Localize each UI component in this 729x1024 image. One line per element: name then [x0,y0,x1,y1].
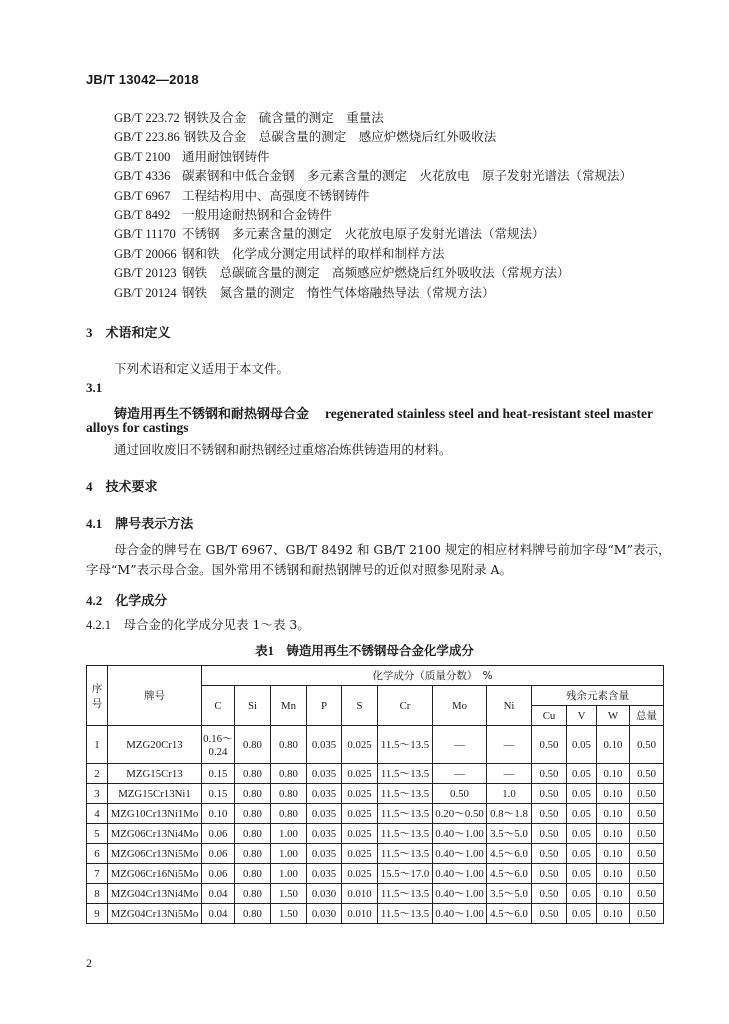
header-residual: Cu [532,706,567,726]
cell-s: 0.025 [342,726,378,764]
cell-total: 0.50 [630,864,664,884]
cell-v: 0.05 [567,844,597,864]
cell-ni: 4.5～6.0 [487,844,532,864]
cell-grade: MZG06Cr13Ni4Mo [108,824,202,844]
section-number: 4.1 [86,516,103,531]
cell-mn: 0.80 [271,804,307,824]
cell-seq: 6 [87,844,108,864]
reference-item [114,147,632,166]
section-number: 4.2 [86,593,103,608]
cell-si: 0.80 [235,864,271,884]
header-residual-total: 总量 [630,706,664,726]
header-residual: W [597,706,630,726]
cell-s: 0.010 [342,884,378,904]
term-english-continued: alloys for castings [86,420,189,435]
paragraph-text: 母合金的化学成分见表 1～表 3。 [123,617,310,632]
cell-cr: 11.5～13.5 [378,804,433,824]
header-element: P [307,686,342,726]
cell-cr: 11.5～13.5 [378,884,433,904]
cell-total: 0.50 [630,804,664,824]
reference-item [114,166,632,185]
cell-seq: 9 [87,904,108,924]
reference-item [114,127,632,146]
cell-s: 0.025 [342,824,378,844]
section-title: 技术要求 [105,480,158,495]
term-definition: 通过回收废旧不锈钢和耐热钢经过重熔冶炼供铸造用的材料。 [114,442,452,457]
table-row [87,726,664,764]
cell-c: 0.10 [202,804,235,824]
cell-total: 0.50 [630,844,664,864]
header-seq: 序 号 [87,666,108,726]
section-number: 4.2.1 [86,618,111,632]
reference-item [114,205,632,224]
reference-item [114,186,632,205]
cell-total: 0.50 [630,884,664,904]
term-number: 3.1 [86,380,103,395]
cell-total: 0.50 [630,784,664,804]
cell-cu: 0.50 [532,726,567,764]
header-element: Cr [378,686,433,726]
document-header: JB/T 13042—2018 [86,72,199,87]
header-element: Si [235,686,271,726]
cell-grade: MZG04Cr13Ni5Mo [108,904,202,924]
cell-mo: 0.40～1.00 [433,824,487,844]
cell-ni: 4.5～6.0 [487,904,532,924]
section-4-2-heading [86,590,167,609]
cell-p: 0.035 [307,864,342,884]
cell-si: 0.80 [235,784,271,804]
cell-mn: 1.50 [271,884,307,904]
cell-mn: 0.80 [271,784,307,804]
cell-mn: 1.00 [271,864,307,884]
cell-mo: 0.20～0.50 [433,804,487,824]
cell-p: 0.035 [307,726,342,764]
cell-p: 0.035 [307,824,342,844]
cell-ni: 3.5～5.0 [487,824,532,844]
cell-w: 0.10 [597,784,630,804]
cell-si: 0.80 [235,844,271,864]
reference-title: 钢和铁 化学成分测定用试样的取样和制样方法 [181,245,445,261]
cell-c: 0.16～ 0.24 [202,726,235,764]
term-entry [114,400,653,423]
cell-c: 0.06 [202,864,235,884]
cell-s: 0.025 [342,784,378,804]
cell-cu: 0.50 [532,904,567,924]
cell-s: 0.010 [342,904,378,924]
table-row [87,904,664,924]
cell-grade: MZG15Cr13 [108,764,202,784]
reference-code: GB/T 223.72 [114,111,180,125]
cell-cu: 0.50 [532,844,567,864]
reference-code: GB/T 223.86 [114,130,180,145]
cell-seq: 7 [87,864,108,884]
reference-item [114,263,632,282]
reference-code: GB/T 8492 [114,207,171,222]
cell-v: 0.05 [567,904,597,924]
cell-mo: 0.40～1.00 [433,904,487,924]
cell-total: 0.50 [630,824,664,844]
cell-cu: 0.50 [532,764,567,784]
cell-p: 0.035 [307,804,342,824]
cell-c: 0.04 [202,884,235,904]
cell-w: 0.10 [597,904,630,924]
reference-title: 通用耐蚀钢铸件 [181,148,270,164]
cell-c: 0.06 [202,844,235,864]
cell-s: 0.025 [342,844,378,864]
cell-s: 0.025 [342,864,378,884]
header-element: S [342,686,378,726]
header-element: Mo [433,686,487,726]
reference-code: GB/T 20123 [114,266,177,281]
cell-ni: — [487,764,532,784]
reference-title: 钢铁及合金 总碳含量的测定 感应炉燃烧后红外吸收法 [183,129,497,145]
cell-v: 0.05 [567,884,597,904]
cell-cu: 0.50 [532,804,567,824]
table-row [87,864,664,884]
cell-seq: 2 [87,764,108,784]
reference-code: GB/T 20124 [114,285,177,300]
reference-title: 钢铁 氮含量的测定 惰性气体熔融热导法（常规方法） [181,284,495,300]
table-row [87,784,664,804]
table-title: 铸造用再生不锈钢母合金化学成分 [286,643,474,658]
cell-v: 0.05 [567,726,597,764]
table-row [87,824,664,844]
cell-mo: 0.40～1.00 [433,844,487,864]
cell-grade: MZG06Cr13Ni5Mo [108,844,202,864]
cell-si: 0.80 [235,726,271,764]
section-title: 术语和定义 [105,326,171,341]
section-4-heading [86,476,158,495]
header-grade: 牌号 [108,666,202,726]
reference-code: GB/T 11170 [114,227,176,242]
cell-seq: 8 [87,884,108,904]
cell-w: 0.10 [597,884,630,904]
table-row [87,884,664,904]
normative-references-list [114,108,632,302]
section-4-2-1 [86,615,310,633]
cell-w: 0.10 [597,864,630,884]
page-number: 2 [86,956,92,970]
table-row [87,764,664,784]
cell-mo: — [433,726,487,764]
cell-cu: 0.50 [532,864,567,884]
reference-title: 碳素钢和中低合金钢 多元素含量的测定 火花放电 原子发射光谱法（常规法） [181,168,632,184]
cell-cr: 11.5～13.5 [378,824,433,844]
reference-title: 钢铁及合金 硫含量的测定 重量法 [183,110,384,125]
cell-c: 0.04 [202,904,235,924]
cell-cr: 11.5～13.5 [378,764,433,784]
header-element: Ni [487,686,532,726]
reference-title: 工程结构用中、高强度不锈钢铸件 [181,187,370,203]
cell-seq: 3 [87,784,108,804]
cell-ni: 3.5～5.0 [487,884,532,904]
section-number: 3 [86,325,93,340]
reference-code: GB/T 6967 [114,188,171,203]
table-caption [0,641,729,659]
term-english: regenerated stainless steel and heat-resistant steel master [325,406,653,421]
chemical-composition-table [86,665,664,924]
table-row [87,804,664,824]
section-title: 牌号表示方法 [115,517,194,532]
header-element: Mn [271,686,307,726]
cell-w: 0.10 [597,764,630,784]
cell-cu: 0.50 [532,884,567,904]
paragraph-line: 母合金的牌号在 GB/T 6967、GB/T 8492 和 GB/T 2100 规定的相应材料牌号前加字母“M”表示， [114,542,671,557]
section-4-1-heading [86,513,193,532]
cell-v: 0.05 [567,824,597,844]
reference-title: 不锈钢 多元素含量的测定 火花放电原子发射光谱法（常规法） [181,226,545,242]
term-chinese: 铸造用再生不锈钢和耐热钢母合金 [114,407,310,422]
cell-ni: 4.5～6.0 [487,864,532,884]
cell-cu: 0.50 [532,824,567,844]
cell-si: 0.80 [235,884,271,904]
cell-cr: 11.5～13.5 [378,726,433,764]
cell-p: 0.035 [307,784,342,804]
cell-p: 0.030 [307,884,342,904]
section-3-intro: 下列术语和定义适用于本文件。 [114,361,290,376]
cell-total: 0.50 [630,904,664,924]
reference-item [114,244,632,263]
cell-seq: 5 [87,824,108,844]
cell-si: 0.80 [235,904,271,924]
cell-v: 0.05 [567,804,597,824]
reference-item [114,283,632,302]
cell-mn: 1.50 [271,904,307,924]
cell-ni: 0.8～1.8 [487,804,532,824]
cell-c: 0.15 [202,764,235,784]
cell-grade: MZG04Cr13Ni4Mo [108,884,202,904]
cell-mn: 0.80 [271,764,307,784]
cell-mn: 1.00 [271,824,307,844]
reference-item [114,108,632,127]
cell-mo: 0.40～1.00 [433,864,487,884]
cell-grade: MZG06Cr16Ni5Mo [108,864,202,884]
cell-total: 0.50 [630,764,664,784]
cell-c: 0.06 [202,824,235,844]
cell-w: 0.10 [597,804,630,824]
header-residual: V [567,706,597,726]
cell-ni: — [487,726,532,764]
cell-grade: MZG10Cr13Ni1Mo [108,804,202,824]
reference-item [114,224,632,243]
section-3-heading [86,322,171,341]
table-row [87,844,664,864]
cell-total: 0.50 [630,726,664,764]
cell-p: 0.035 [307,844,342,864]
table-number: 表1 [255,644,274,658]
cell-mo: — [433,764,487,784]
cell-s: 0.025 [342,764,378,784]
reference-code: GB/T 4336 [114,169,171,184]
cell-cr: 11.5～13.5 [378,784,433,804]
cell-p: 0.030 [307,904,342,924]
cell-v: 0.05 [567,764,597,784]
reference-title: 一般用途耐热钢和合金铸件 [181,206,332,222]
cell-p: 0.035 [307,764,342,784]
cell-v: 0.05 [567,864,597,884]
cell-mn: 1.00 [271,844,307,864]
cell-mo: 0.40～1.00 [433,884,487,904]
section-number: 4 [86,479,93,494]
reference-title: 钢铁 总碳硫含量的测定 高频感应炉燃烧后红外吸收法（常规方法） [181,265,570,281]
cell-cr: 11.5～13.5 [378,844,433,864]
header-chemical-composition: 化学成分（质量分数） % [202,666,664,686]
reference-code: GB/T 20066 [114,246,177,261]
header-element: C [202,686,235,726]
header-residual-elements: 残余元素含量 [532,686,664,706]
cell-w: 0.10 [597,844,630,864]
cell-ni: 1.0 [487,784,532,804]
cell-si: 0.80 [235,764,271,784]
section-title: 化学成分 [115,594,168,609]
cell-grade: MZG15Cr13Ni1 [108,784,202,804]
cell-s: 0.025 [342,804,378,824]
cell-seq: 1 [87,726,108,764]
cell-si: 0.80 [235,804,271,824]
cell-w: 0.10 [597,726,630,764]
cell-cr: 11.5～13.5 [378,904,433,924]
cell-seq: 4 [87,804,108,824]
cell-c: 0.15 [202,784,235,804]
cell-si: 0.80 [235,824,271,844]
cell-cr: 15.5～17.0 [378,864,433,884]
cell-cu: 0.50 [532,784,567,804]
cell-mn: 0.80 [271,726,307,764]
cell-grade: MZG20Cr13 [108,726,202,764]
cell-mo: 0.50 [433,784,487,804]
reference-code: GB/T 2100 [114,149,171,164]
paragraph-line: 字母“M”表示母合金。国外常用不锈钢和耐热钢牌号的近似对照参见附录 A。 [86,562,513,577]
cell-w: 0.10 [597,824,630,844]
cell-v: 0.05 [567,784,597,804]
